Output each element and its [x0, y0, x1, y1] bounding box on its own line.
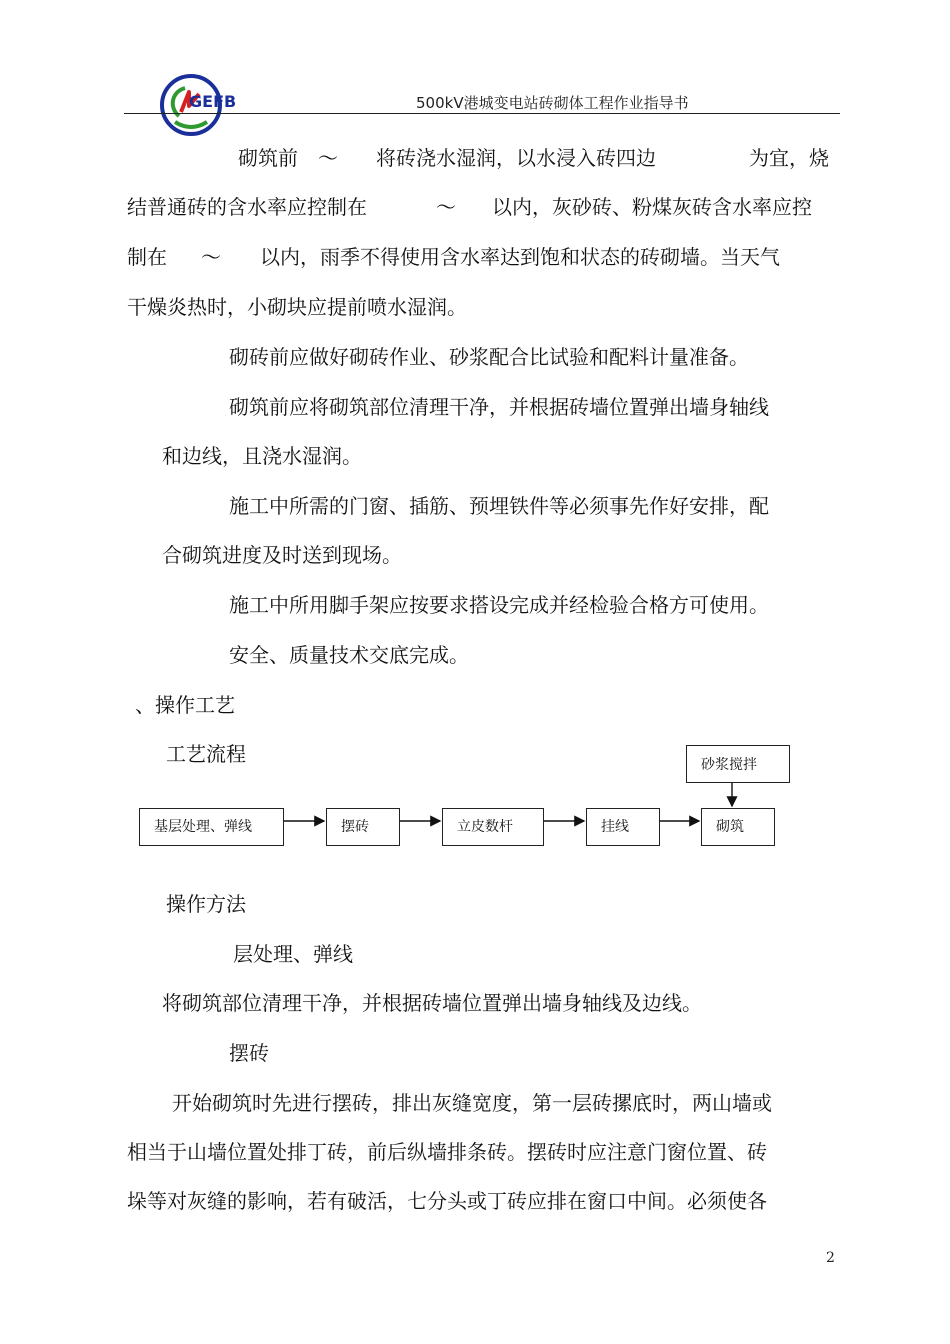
flow-step-4: 挂线: [586, 808, 660, 846]
logo-text: GEFB: [189, 92, 237, 111]
header-divider: [124, 113, 840, 114]
flow-heading: 工艺流程: [166, 742, 246, 766]
page-number: 2: [826, 1250, 835, 1266]
prep-p4-line1: 施工中所需的门窗、插筋、预埋铁件等必须事先作好安排，配: [229, 494, 769, 518]
method-sub2-title: 摆砖: [229, 1041, 269, 1065]
section-heading: 、操作工艺: [135, 693, 235, 717]
prep-p1-line1-c: 为宜，烧: [749, 146, 829, 170]
prep-p1-line2-b: 以内，灰砂砖、粉煤灰砖含水率应控: [492, 195, 812, 219]
prep-p3-line2: 和边线，且浇水湿润。: [162, 444, 362, 468]
method-heading: 操作方法: [166, 892, 246, 916]
prep-p1-line3-b: 以内，雨季不得使用含水率达到饱和状态的砖砌墙。当天气: [260, 245, 780, 269]
method-sub1-text: 将砌筑部位清理干净，并根据砖墙位置弹出墙身轴线及边线。: [162, 991, 702, 1015]
prep-p1-line3-tilde: ～: [201, 245, 221, 269]
method-sub1-title: 层处理、弹线: [233, 942, 353, 966]
document-title: 500kV港城变电站砖砌体工程作业指导书: [416, 94, 689, 112]
prep-p3-line1: 砌筑前应将砌筑部位清理干净，并根据砖墙位置弹出墙身轴线: [229, 395, 769, 419]
flow-step-3: 立皮数杆: [442, 808, 544, 846]
flow-step-2: 摆砖: [326, 808, 400, 846]
prep-p6: 安全、质量技术交底完成。: [229, 643, 469, 667]
prep-p2: 砌砖前应做好砌砖作业、砂浆配合比试验和配料计量准备。: [229, 345, 749, 369]
prep-p1-line2-a: 结普通砖的含水率应控制在: [127, 195, 367, 219]
prep-p4-line2: 合砌筑进度及时送到现场。: [162, 543, 402, 567]
method-sub2-line2: 相当于山墙位置处排丁砖，前后纵墙排条砖。摆砖时应注意门窗位置、砖: [127, 1140, 767, 1164]
prep-p1-line1-b: 将砖浇水湿润，以水浸入砖四边: [376, 146, 656, 170]
method-sub2-line3: 垛等对灰缝的影响，若有破活，七分头或丁砖应排在窗口中间。必须使各: [127, 1189, 767, 1213]
prep-p1-line1-tilde: ～: [318, 146, 338, 170]
prep-p1-line2-tilde: ～: [436, 195, 456, 219]
flow-step-5: 砌筑: [701, 808, 775, 846]
prep-p1-line4: 干燥炎热时，小砌块应提前喷水湿润。: [127, 295, 467, 319]
prep-p1-line1-a: 砌筑前: [238, 146, 298, 170]
prep-p1-line3-a: 制在: [127, 245, 167, 269]
prep-p5: 施工中所用脚手架应按要求搭设完成并经检验合格方可使用。: [229, 593, 769, 617]
logo-base-icon: [175, 122, 207, 127]
flow-step-mortar-mixing: 砂浆搅拌: [686, 745, 790, 783]
method-sub2-line1: 开始砌筑时先进行摆砖，排出灰缝宽度，第一层砖摞底时，两山墙或: [172, 1091, 772, 1115]
flow-step-1: 基层处理、弹线: [139, 808, 284, 846]
